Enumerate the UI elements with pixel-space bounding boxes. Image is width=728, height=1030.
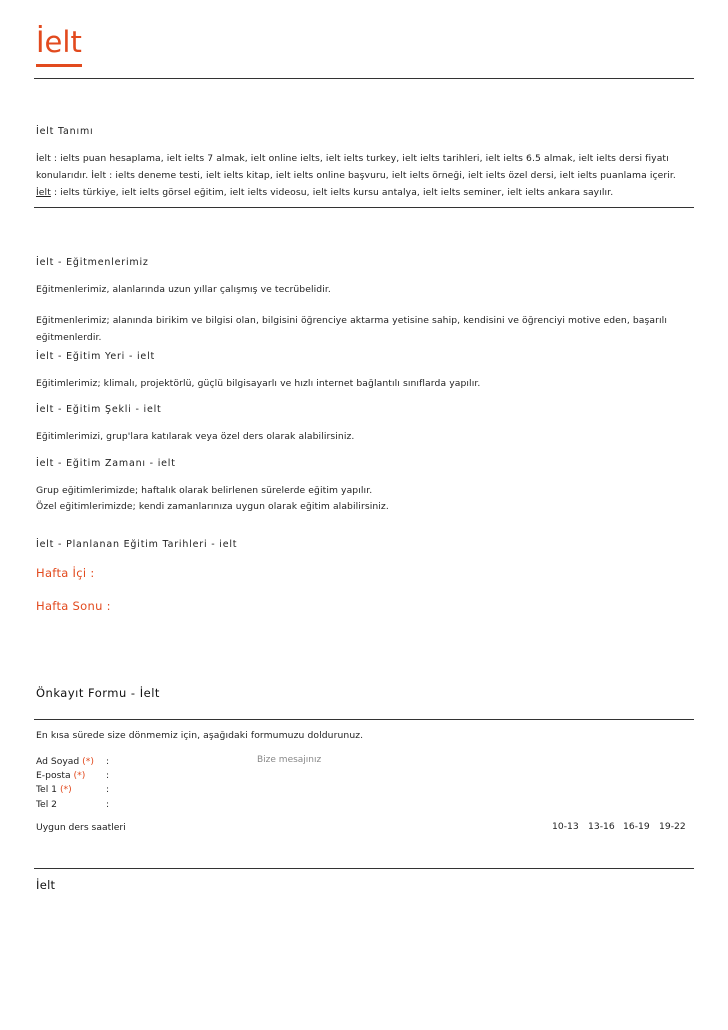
hour-option-3[interactable]: 16-19 — [623, 821, 650, 832]
field-label-ad-soyad: Ad Soyad — [36, 756, 80, 767]
tanim-tail: : ielts türkiye, ielt ielts görsel eğitim, ielt ielts videosu, ielt ielts kursu antalya, ielt ielts seminer, ielt ielts ankara sayılır. — [53, 187, 614, 198]
field-tel1 — [36, 783, 109, 797]
hour-option-2[interactable]: 13-16 — [588, 821, 615, 832]
header-divider — [34, 78, 694, 79]
message-input[interactable]: Bize mesajınız — [257, 755, 322, 765]
egitmen-p1: Eğitmenlerimiz, alanlarında uzun yıllar çalışmış ve tecrübelidir. — [36, 284, 331, 295]
weekday-label: Hafta İçi : — [36, 566, 95, 580]
required-mark: (*) — [59, 784, 72, 795]
hour-option-1[interactable]: 10-13 — [552, 821, 579, 832]
field-ad-soyad — [36, 755, 109, 769]
yer-text: Eğitimlerimiz; klimalı, projektörlü, güçlü bilgisayarlı ve hızlı internet bağlantılı sınıflarda yapılır. — [36, 378, 481, 389]
field-label-email: E-posta — [36, 770, 71, 781]
required-mark: (*) — [82, 756, 94, 767]
field-label-row — [36, 769, 106, 783]
field-label-row — [36, 783, 106, 797]
field-label-tel2: Tel 2 — [36, 799, 58, 810]
field-colon: : — [106, 770, 110, 781]
egitmen-heading: İelt - Eğitmenlerimiz — [36, 257, 149, 268]
tanim-divider — [34, 207, 694, 208]
sekil-heading: İelt - Eğitim Şekli - ielt — [36, 404, 162, 415]
weekend-label: Hafta Sonu : — [36, 599, 111, 613]
yer-heading: İelt - Eğitim Yeri - ielt — [36, 351, 156, 362]
site-title[interactable]: İelt — [36, 24, 82, 67]
zaman-line1: Grup eğitimlerimizde; haftalık olarak belirlenen sürelerde eğitim yapılır. — [36, 485, 373, 496]
field-colon: : — [106, 756, 110, 767]
field-label-tel1: Tel 1 — [36, 784, 58, 795]
hour-option-4[interactable]: 19-22 — [659, 821, 686, 832]
sekil-text: Eğitimlerimizi, grup'lara katılarak veya özel ders olarak alabilirsiniz. — [36, 431, 355, 442]
field-tel2 — [36, 798, 109, 812]
field-colon: : — [106, 799, 110, 810]
field-colon: : — [106, 784, 110, 795]
field-email — [36, 769, 109, 783]
zaman-line2: Özel eğitimlerimizde; kendi zamanlarınıza uygun olarak eğitim alabilirsiniz. — [36, 501, 389, 512]
hours-label: Uygun ders saatleri — [36, 822, 126, 833]
tanim-paragraph — [36, 150, 692, 201]
field-label-row — [36, 755, 106, 769]
field-label-row — [36, 798, 106, 812]
tanim-link[interactable]: İelt — [36, 187, 51, 198]
tanim-lead: İelt : ielts puan hesaplama, ielt ielts 7 almak, ielt online ielts, ielt ielts turkey, ielt ielts tarihleri, ielt ielts 6.5 almak, ielt ielts dersi fiyatı konularıdır. İelt : ielts deneme testi, ielt ielts kitap, ielt ielts online başvuru, ielt ielts örneği, ielt ielts özel dersi, ielt ielts puanlama içerir. — [36, 153, 676, 181]
footer-title[interactable]: İelt — [36, 878, 56, 892]
form-divider — [34, 719, 694, 720]
required-mark: (*) — [73, 770, 86, 781]
tarihler-heading: İelt - Planlanan Eğitim Tarihleri - ielt — [36, 539, 238, 550]
form-title: Önkayıt Formu - İelt — [36, 686, 160, 700]
zaman-heading: İelt - Eğitim Zamanı - ielt — [36, 458, 176, 469]
form-intro: En kısa sürede size dönmemiz için, aşağıdaki formumuzu doldurunuz. — [36, 730, 364, 741]
egitmen-p2: Eğitmenlerimiz; alanında birikim ve bilgisi olan, bilgisini öğrenciye aktarma yetisine sahip, kendisini ve öğrenciyi motive eden, başarılı eğitmenlerdir. — [36, 315, 667, 343]
tanim-heading: İelt Tanımı — [36, 126, 94, 137]
footer-divider — [34, 868, 694, 869]
